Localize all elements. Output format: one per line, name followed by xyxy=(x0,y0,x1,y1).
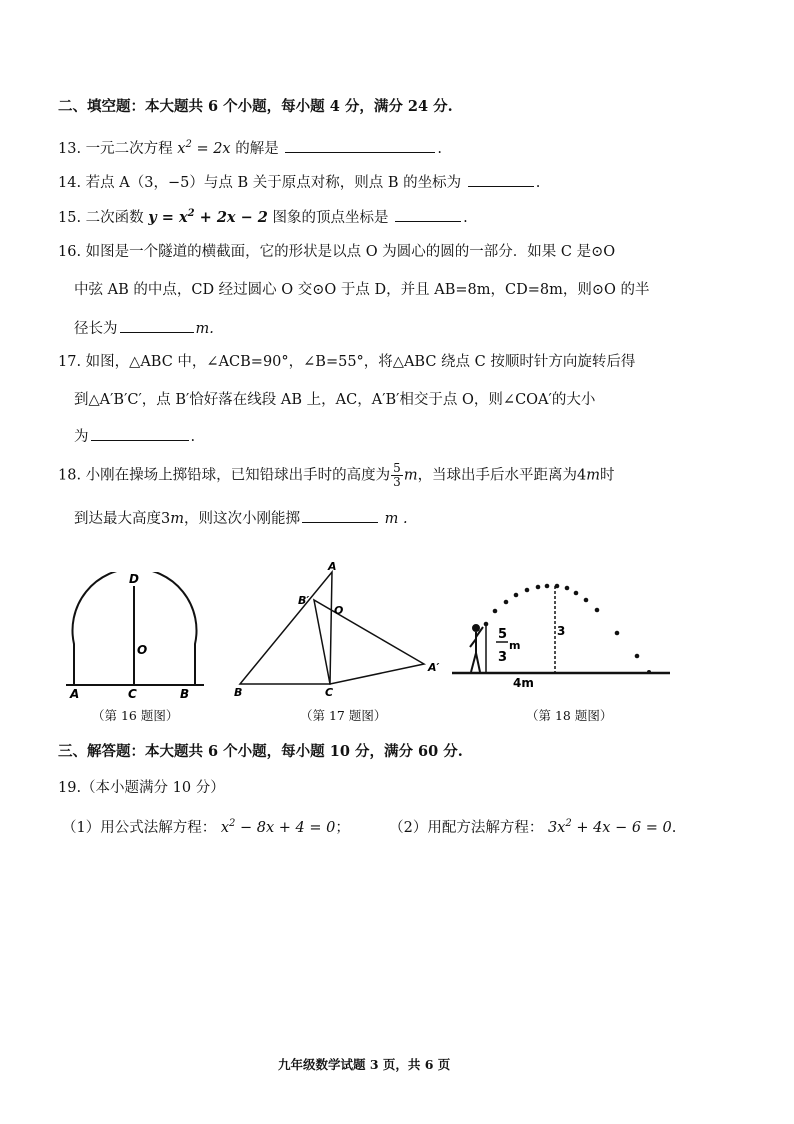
question-17-line-3: 为 . xyxy=(74,426,195,447)
fig17-label-b1: B′ xyxy=(298,594,310,607)
fig18-height-numerator: 5 xyxy=(498,627,508,642)
fig17-triangle-abc xyxy=(240,572,332,684)
q16-answer-blank[interactable] xyxy=(120,318,194,333)
question-13: 13. 一元二次方程 $x^2 = 2x$ 的解是 . xyxy=(58,139,442,157)
figure-18-caption: （第 18 题图） xyxy=(526,708,613,723)
q19-part1-equation: $x^2 - 8x + 4 = 0$ xyxy=(220,818,336,836)
q14-answer-blank[interactable] xyxy=(468,172,534,187)
q17-answer-blank[interactable] xyxy=(91,426,189,441)
fig16-label-a: A xyxy=(70,687,80,700)
fig16-label-c: C xyxy=(128,687,137,700)
question-17-line-2: 到△A′B′C′，点 B′恰好落在线段 AB 上，AC，A′B′相交于点 O，则∠COA′的大小 xyxy=(74,392,596,408)
fig17-label-a1: A′ xyxy=(428,661,440,674)
figure-16-caption: （第 16 题图） xyxy=(92,708,179,723)
fig17-label-c: C xyxy=(325,686,334,698)
q13-answer-blank[interactable] xyxy=(285,138,435,153)
fig18-height-denominator: 3 xyxy=(498,650,508,665)
question-18-line-2: 到达最大高度3m，则这次小刚能掷 m . xyxy=(74,508,408,529)
question-17-line-1: 17. 如图，△ABC 中，∠ACB=90°，∠B=55°，将△ABC 绕点 C 按顺时针方向旋转后得 xyxy=(58,354,636,370)
q18-answer-blank[interactable] xyxy=(302,508,378,523)
q15-middle: 图象的顶点坐标是 xyxy=(272,210,389,226)
question-19-title: 19.（本小题满分 10 分） xyxy=(58,780,225,796)
q19-part2-label: （2）用配方法解方程： xyxy=(389,820,544,836)
q15-answer-blank[interactable] xyxy=(395,207,461,222)
fig16-label-b: B xyxy=(180,687,190,700)
fig17-label-o: O xyxy=(334,604,344,617)
fig17-label-b: B xyxy=(234,686,243,698)
section-3-heading: 三、解答题：本大题共 6 个小题，每小题 10 分，满分 60 分. xyxy=(58,743,463,760)
question-14: 14. 若点 A（3，−5）与点 B 关于原点对称，则点 B 的坐标为 . xyxy=(58,172,540,193)
q13-equation: $x^2 = 2x$ xyxy=(177,139,231,157)
q15-prefix: 15. 二次函数 xyxy=(58,210,144,226)
question-15: 15. 二次函数 $y = x^2 + 2x - 2$ 图象的顶点坐标是 . xyxy=(58,208,468,226)
q15-function: $y = x^2 + 2x - 2$ xyxy=(148,208,268,226)
q13-middle: 的解是 xyxy=(235,141,279,157)
figure-17-caption: （第 17 题图） xyxy=(300,708,387,723)
figure-16-tunnel xyxy=(62,572,208,700)
section-2-heading: 二、填空题：本大题共 6 个小题，每小题 4 分，满分 24 分. xyxy=(58,98,453,115)
q18-height-fraction: $\frac{5}{3}$ xyxy=(393,461,401,489)
question-19-parts: （1）用公式法解方程： $x^2 - 8x + 4 = 0$； （2）用配方法解方程： $3x^2 + 4x - 6 = 0$. xyxy=(62,818,677,836)
figure-17-rotated-triangle xyxy=(228,560,446,698)
fig17-label-a: A xyxy=(328,560,337,573)
fig18-max-height-label: 3 xyxy=(557,624,566,638)
page-footer: 九年级数学试题 3 页，共 6 页 xyxy=(278,1057,451,1072)
fig18-distance-label: 4m xyxy=(513,676,534,690)
q14-text: 14. 若点 A（3，−5）与点 B 关于原点对称，则点 B 的坐标为 xyxy=(58,175,462,191)
fig18-height-unit: m xyxy=(509,639,521,652)
question-18-line-1: 18. 小刚在操场上掷铅球，已知铅球出手时的高度为 $\frac{5}{3}$ m，当球出手后水平距离为4m时 xyxy=(58,461,615,489)
fig18-trajectory xyxy=(484,584,651,674)
figure-18-shot-put xyxy=(450,575,674,693)
fig16-label-o: O xyxy=(137,643,148,657)
question-16-line-1: 16. 如图是一个隧道的横截面，它的形状是以点 O 为圆心的圆的一部分．如果 C 是⊙O xyxy=(58,244,616,260)
q19-part1-label: （1）用公式法解方程： xyxy=(62,820,217,836)
fig16-label-d: D xyxy=(129,572,139,586)
q13-prefix: 13. 一元二次方程 xyxy=(58,141,173,157)
fig18-thrower-icon xyxy=(470,625,483,672)
q19-part2-equation: $3x^2 + 4x - 6 = 0$ xyxy=(547,818,672,836)
question-16-line-3: 径长为 m. xyxy=(74,318,214,339)
question-16-line-2: 中弦 AB 的中点，CD 经过圆心 O 交⊙O 于点 D，并且 AB=8m，CD=8m，则⊙O 的半 xyxy=(74,282,650,298)
